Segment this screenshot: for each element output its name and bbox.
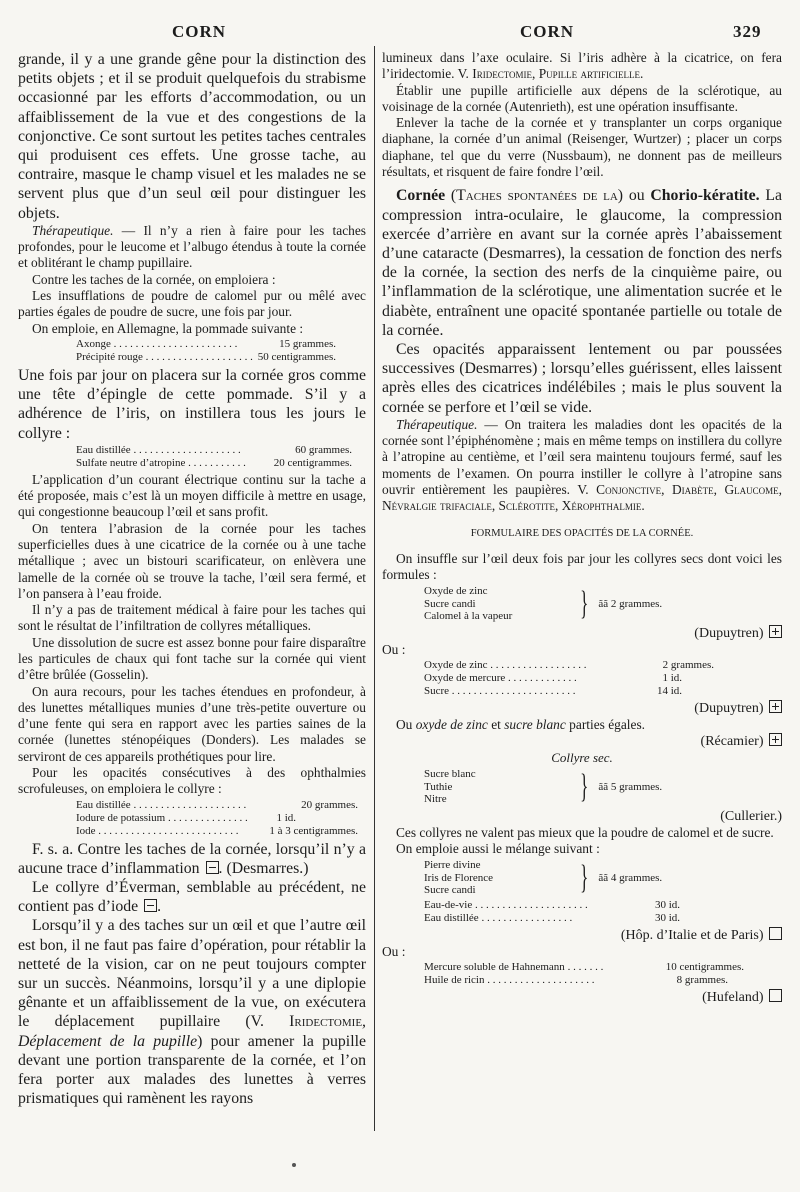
indication-box-icon <box>769 625 782 638</box>
indication-box-icon <box>769 733 782 746</box>
paragraph: lumineux dans l’axe oculaire. Si l’iris adhère à la cicatrice, on fera l’iridectomie. V. Iridectomie, Pupille artificielle. <box>382 50 782 82</box>
running-head-right: CORN <box>520 22 575 41</box>
paragraph: On emploie, en Allemagne, la pommade suivante : <box>32 320 304 336</box>
contraindication-box-icon <box>144 899 157 912</box>
paragraph: On tentera l’abrasion de la cornée pour les taches superficielles dues à une cicatrice de la cornée ou à une tache métallique ; avec un bistouri scarificateur, on enlèvera une lamelle de la cornée où se trouve la tache, l’œil sera fermé, et l’on pansera à l’eau froide. <box>18 520 366 601</box>
section-title: FORMULAIRE DES OPACITÉS DE LA CORNÉE. <box>470 527 694 539</box>
entry-headword: Cornée <box>396 187 446 205</box>
paragraph: Ou : <box>382 641 406 657</box>
paragraph: Ou oxyde de zinc et sucre blanc parties égales. <box>396 716 646 732</box>
brace: } <box>580 859 589 897</box>
recipe-group: Oxyde de zinc Sucre candi Calomel à la vapeur } ãã 2 grammes. <box>424 584 663 623</box>
source-citation: (Cullerier.) <box>720 808 782 824</box>
indication-box-icon <box>769 700 782 713</box>
recipe: Oxyde de zinc . . . . . . . . . . . . . . . . . . 2 grammes. Oxyde de mercure . . . . . . . . . . . . . 1 id. Sucre . . . . . . . . . . . . . . . . . . . . . . . 14 id. <box>424 658 714 697</box>
paragraph: F. s. a. Contre les taches de la cornée, lorsqu’il n’y a aucune trace d’inflammation . (Desmarres.) <box>18 840 366 877</box>
paragraph: L’application d’un courant électrique continu sur la tache a été proposée, mais c’est là un moyen difficile à mettre en usage, qui congestionne beaucoup l’œil et sans profit. <box>18 471 366 520</box>
paragraph: Thérapeutique. — Il n’y a rien à faire pour les taches profondes, pour le leucome et l’albugo étendus à toute la cornée et oblitérant le champ pupillaire. <box>18 222 366 271</box>
subheading: Collyre sec. <box>551 750 613 766</box>
left-column <box>18 50 366 1109</box>
recipe-group: Sucre blanc Tuthie Nitre } ãã 5 grammes. <box>424 768 663 806</box>
paragraph: On aura recours, pour les taches étendues en profondeur, à des lunettes métalliques munies d’une très-petite ouverture ou d’une fente qui sera en rapport avec les parties saines de la cornée (lunettes sténopéiques (Donders). Les malades se serviront de ces appareils prothétiques pour lire. <box>18 683 366 764</box>
recipe: Mercure soluble de Hahnemann . . . . . . . 10 centigrammes. Huile de ricin . . . . . . . . . . . . . . . . . . . . 8 grammes. <box>424 961 744 987</box>
paragraph: Une dissolution de sucre est assez bonne pour faire disparaître les particules de chaux qui font tache sur la cornée qui vient d’être brûlée (Gosselin). <box>18 634 366 683</box>
paragraph: Pour les opacités consécutives à des ophthalmies scrofuleuses, on emploiera le collyre : <box>18 765 366 797</box>
source-citation: (Récamier) <box>382 733 782 750</box>
source-citation: (Hufeland) <box>382 989 782 1006</box>
paragraph: Ou : <box>382 943 406 959</box>
paragraph: Ces opacités apparaissent lentement ou par poussées successives (Desmarres) ; lorsqu’elles guérissent, elles laissent après elles des cicatrices indélébiles ; mais le plus souvent la cornée se perfore et l’œil se vide. <box>382 341 782 416</box>
recipe: Axonge . . . . . . . . . . . . . . . . . . . . . . . 15 grammes. Précipité rouge . . . . . . . . . . . . . . . . . . . . 50 centigrammes. <box>76 337 336 363</box>
paragraph: On emploie aussi le mélange suivant : <box>396 841 600 857</box>
right-column <box>382 50 782 1006</box>
source-citation: (Hôp. d’Italie et de Paris) <box>382 927 782 944</box>
paragraph: Ces collyres ne valent pas mieux que la poudre de calomel et de sucre. <box>396 824 774 840</box>
brace: } <box>580 768 589 806</box>
paragraph: Les insufflations de poudre de calomel pur ou mêlé avec parties égales de poudre de sucre, une fois par jour. <box>18 288 366 320</box>
recipe: Eau distillée . . . . . . . . . . . . . . . . . . . . 60 grammes. Sulfate neutre d’atropine . . . . . . . . . . . 20 centigrammes. <box>76 443 352 469</box>
paragraph: Thérapeutique. — On traitera les maladies dont les opacités de la cornée sont l’épiphénomène ; mais en même temps on instillera du collyre à l’atropine au centième, et l’œil sera maintenu toujours fermé, sauf les moments de l’examen. On pourra instiller le collyre à l’atropine sans ouvrir entièrement les paupières. V. Conjonctive, Diabète, Glaucome, Névralgie trifaciale, Sclérotite, Xérophthalmie. <box>382 416 782 514</box>
column-rule <box>374 46 375 1131</box>
paragraph: Il n’y a pas de traitement médical à faire pour les taches qui sont le résultat de l’infiltration de collyres métalliques. <box>18 602 366 634</box>
source-citation: (Dupuytren) <box>382 625 782 642</box>
recipe-group: Pierre divine Iris de Florence Sucre candi } ãã 4 grammes. <box>424 859 663 897</box>
page-ornament <box>292 1163 296 1167</box>
source-citation: (Dupuytren) <box>382 700 782 717</box>
paragraph: Une fois par jour on placera sur la cornée gros comme une tête d’épingle de cette pommade. S’il y a adhérence de l’iris, on instillera tous les jours le collyre : <box>18 366 366 442</box>
recipe: Eau distillée . . . . . . . . . . . . . . . . . . . . . 20 grammes. Iodure de potassium . . . . . . . . . . . . . . . 1 id. Iode . . . . . . . . . . . . . . . . . . . . . . . . . . 1 à 3 centigrammes. <box>76 798 358 837</box>
paragraph: Établir une pupille artificielle aux dépens de la sclérotique, au voisinage de la cornée (Autenrieth), est une opération insuffisante. <box>382 82 782 114</box>
brace: } <box>580 584 589 622</box>
paragraph: Enlever la tache de la cornée et y transplanter un corps organique diaphane, la cornée d’un animal (Reisenger, Wurtzer) ; placer un corps diaphane, tel que du verre (Nussbaum), ne donnent pas de meilleurs résultats, et risquent de faire fondre l’œil. <box>382 115 782 180</box>
neutral-box-icon <box>769 927 782 940</box>
article-entry: Cornée (Taches spontanées de la) ou Chorio-kératite. La compression intra-oculaire, le glaucome, la compression exercée d’arrière en avant sur la cornée après l’abaissement d’une cataracte (Desmarres), la cessation de fonction des nerfs de la cornée, la section des nerfs de la cinquième paire, ou l’inflammation de la sclérotique, une alimentation sucrée et le diabète, entraînent une opacité spontanée partielle ou totale de la cornée. <box>382 187 782 339</box>
page-number: 329 <box>733 22 762 41</box>
recipe: Eau-de-vie . . . . . . . . . . . . . . . . . . . . . 30 id. Eau distillée . . . . . . . . . . . . . . . . . 30 id. <box>424 898 680 924</box>
paragraph: grande, il y a une grande gêne pour la distinction des petits objets ; et il se produit quelquefois du strabisme occasionné par les efforts d’accommodation, ou un affaiblissement de la vue et des congestions de la conjonctive. Ce sont surtout les petites taches centrales qui produisent ces effets. Une grosse tache, au contraire, masque le champ visuel et les malades ne se servent plus que d’un seul œil pour distinguer les objets. <box>18 51 366 222</box>
running-head-left: CORN <box>172 22 227 41</box>
paragraph: On insuffle sur l’œil deux fois par jour les collyres secs dont voici les formules : <box>382 550 782 582</box>
paragraph: Lorsqu’il y a des taches sur un œil et que l’autre œil est bon, il ne faut pas faire d’opération, pour rétablir la netteté de la vision, car on ne peut toujours compter sur un succès. Néanmoins, lorsqu’il y a une diplopie gênante et un affaiblissement de la vue, on exécutera le déplacement pupillaire (V. Iridectomie, Déplacement de la pupille) pour amener la pupille devant une portion transparente de la cornée, et l’on fera porter aux malades des lunettes à verres prismatiques qui ramènent les rayons <box>18 917 366 1108</box>
neutral-box-icon <box>769 989 782 1002</box>
paragraph: Le collyre d’Éverman, semblable au précédent, ne contient pas d’iode . <box>18 879 366 916</box>
paragraph: Contre les taches de la cornée, on emploiera : <box>32 271 276 287</box>
contraindication-box-icon <box>206 861 219 874</box>
